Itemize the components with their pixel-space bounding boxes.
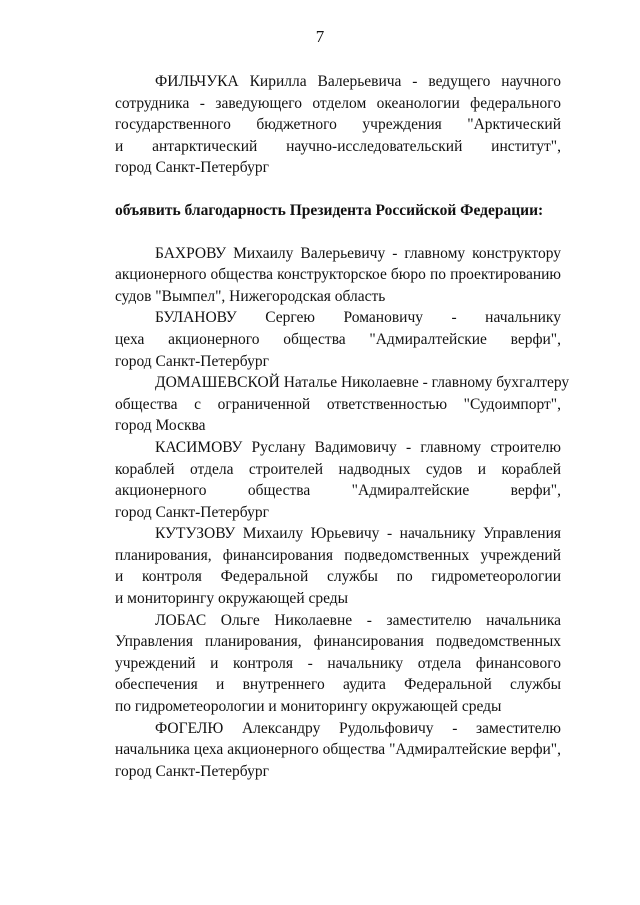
text-line: сотрудника - заведующего отделом океанологии федерального [115,94,561,112]
award-entry [75,718,561,783]
text-line: Управления планирования, финансирования подведомственных [115,633,561,651]
text-line: ФИЛЬЧУКА Кирилла Валерьевича - ведущего научного [155,73,561,90]
text-line: БУЛАНОВУ Сергею Романовичу - начальнику [155,309,561,327]
text-line: цеха акционерного общества "Адмиралтейские верфи", [115,330,561,348]
text-line: город Санкт-Петербург [115,352,269,370]
intro-paragraph [75,71,561,179]
text-line: и контроля Федеральной службы по гидрометеорологии [115,568,561,586]
text-line: КУТУЗОВУ Михаилу Юрьевичу - начальнику Управления [155,525,561,543]
text-line: общества с ограниченной ответственностью "Судоимпорт", [115,395,561,413]
award-entry [75,523,561,609]
text-line: город Санкт-Петербург [115,762,269,780]
text-line: обеспечения и внутреннего аудита Федеральной службы [115,676,561,694]
text-line: акционерного общества "Адмиралтейские верфи", [115,482,561,500]
text-line: ДОМАШЕВСКОЙ Наталье Николаевне - главному бухгалтеру [155,374,570,392]
text-line: ЛОБАС Ольге Николаевне - заместителю начальника [155,611,561,629]
document-body [75,71,570,782]
text-line: начальника цеха акционерного общества "Адмиралтейские верфи", [115,741,561,759]
award-entry [75,437,561,523]
text-line: ФОГЕЛЮ Александру Рудольфовичу - заместителю [155,719,561,737]
text-line: и мониторингу окружающей среды [115,590,349,608]
text-line: и антарктический научно-исследовательский институт", [115,137,561,155]
text-line: учреждений и контроля - начальнику отдела финансового [115,654,561,672]
award-entry [75,307,561,372]
text-line: судов "Вымпел", Нижегородская область [115,287,386,305]
text-line: БАХРОВУ Михаилу Валерьевичу - главному конструктору [155,244,561,262]
award-entry [75,243,561,308]
text-line: город Москва [115,417,206,435]
award-entry [75,372,570,437]
section-heading: объявить благодарность Президента Российской Федерации: [115,201,544,219]
text-line: город Санкт-Петербург [115,503,269,521]
text-line: кораблей отдела строителей надводных судов и кораблей [115,460,561,478]
page-number: 7 [315,27,325,46]
text-line: акционерного общества конструкторское бюро по проектированию [115,266,561,284]
text-line: город Санкт-Петербург [115,159,269,177]
award-entry [75,610,561,718]
text-line: государственного бюджетного учреждения "Арктический [115,116,561,134]
text-line: планирования, финансирования подведомственных учреждений [115,546,561,564]
text-line: КАСИМОВУ Руслану Вадимовичу - главному строителю [155,438,561,456]
text-line: по гидрометеорологии и мониторингу окружающей среды [115,698,502,716]
